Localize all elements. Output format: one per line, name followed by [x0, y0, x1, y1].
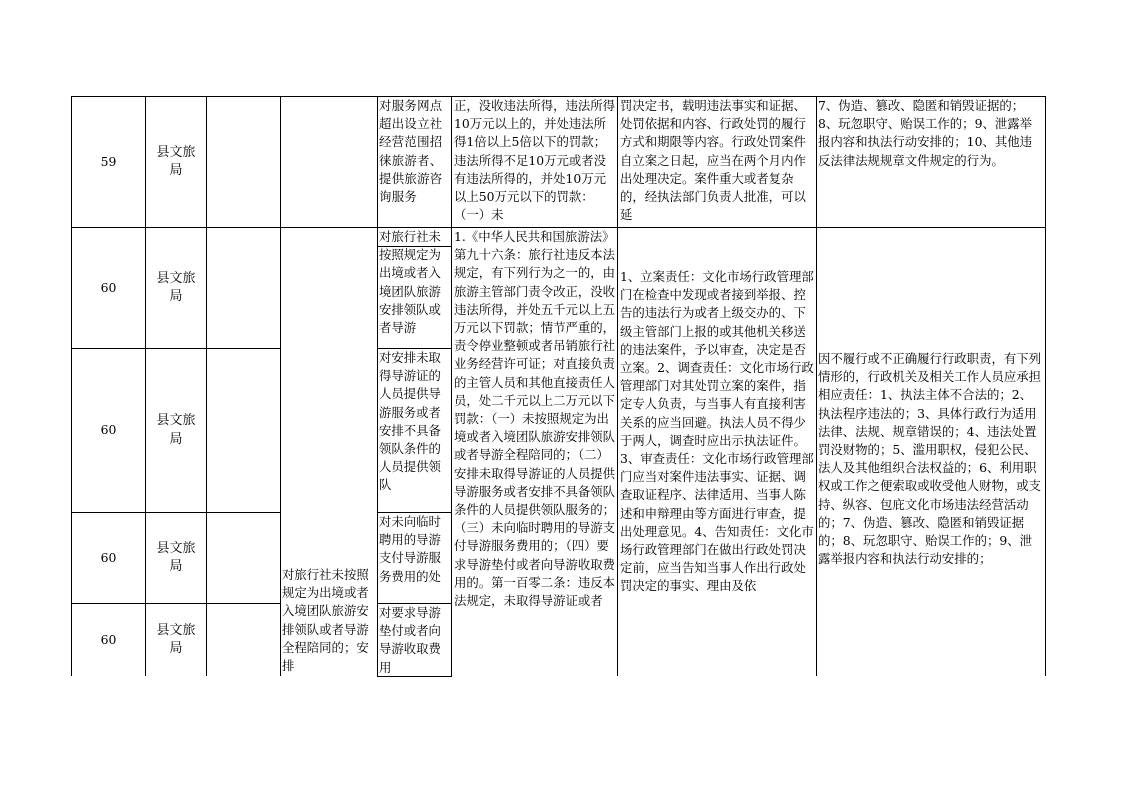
duty-content: 罚决定书，载明违法事实和证据、处罚依据和内容、行政处罚的履行方式和期限等内容。行政处罚案件自立案之日起，应当在两个月内作出处理决定。案件重大或者复杂的，经执法部门负责人批准，可以延: [620, 98, 806, 223]
item-name: 对未向临时聘用的导游支付导游服务费用的处: [379, 514, 441, 584]
department: 县文旅局: [156, 413, 196, 447]
item-name: 对要求导游垫付或者向导游收取费用: [379, 605, 441, 675]
item-name: 对服务网点超出设立社经营范围招徕旅游者、提供旅游咨询服务: [379, 98, 443, 205]
department: 县文旅局: [156, 270, 196, 304]
department: 县文旅局: [156, 144, 196, 178]
legal-basis: 1.《中华人民共和国旅游法》第九十六条：旅行社违反本法规定，有下列行为之一的，由旅游主管部门责令改正，没收违法所得，并处五千元以上五万元以下罚款；情节严重的，责令停业整顿或者吊销旅行社业务经营许可证；对直接负责的主管人员和其他直接责任人员，处二千元以上二万元以下罚款：（一）未按照规定为出境或者入境团队旅游安排领队或者导游全程陪同的；（二）安排未取得导游证的人员提供导游服务或者安排不具备领队条件的人员提供领队服务的；（三）未向临时聘用的导游支付导游服务费用的；（四）要求导游垫付或者向导游收取费用的。第一百零二条：违反本法规定，未取得导游证或者: [454, 229, 616, 609]
group-item-name: 对旅行社未按照规定为出境或者入境团队旅游安排领队或者导游全程陪同的；安排: [282, 567, 369, 674]
legal-basis: 正，没收违法所得，违法所得10万元以上的，并处违法所得1倍以上5倍以下的罚款；违法所得不足10万元或者没有违法所得的，并处10万元以上50万元以下的罚款：（一）未: [454, 98, 616, 223]
department: 县文旅局: [156, 622, 196, 656]
accountability: 7、伪造、篡改、隐匿和销毁证据的；8、玩忽职守、贻误工作的；9、泄露举报内容和执法行动安排的；10、其他违反法律法规规章文件规定的行为。: [818, 98, 1033, 168]
item-name: 对旅行社未按照规定为出境或者入境团队旅游安排领队或者导游: [379, 229, 441, 336]
item-name: 对安排未取得导游证的人员提供导游服务或者安排不具备领队条件的人员提供领队: [379, 350, 441, 493]
row-number: 59: [100, 153, 117, 169]
grid-line: [145, 96, 146, 676]
grid-line: [816, 96, 817, 676]
grid-line: [280, 96, 281, 676]
grid-line: [206, 96, 207, 676]
grid-line: [1045, 96, 1046, 676]
row-number: 60: [100, 631, 117, 647]
row-number: 60: [100, 549, 117, 565]
row-number: 60: [100, 422, 117, 438]
duty-content: 1、立案责任：文化市场行政管理部门在检查中发现或者接到举报、控告的违法行为或者上级交办的、下级主管部门上报的或其他机关移送的违法案件，予以审查，决定是否立案。2、调查责任：文化市场行政管理部门对其处罚立案的案件，指定专人负责，与当事人有直接利害关系的应当回避。执法人员不得少于两人，调查时应出示执法证件。3、审查责任：文化市场行政管理部门应当对案件违法事实、证据、调查取证程序、法律适用、当事人陈述和申辩理由等方面进行审查，提出处理意见。4、告知责任：文化市场行政管理部门在做出行政处罚决定前，应当告知当事人作出行政处罚决定的事实、理由及依: [620, 269, 814, 594]
department: 县文旅局: [156, 540, 196, 574]
accountability: 因不履行或不正确履行行政职责，有下列情形的，行政机关及相关工作人员应承担相应责任：1、执法主体不合法的；2、执法程序违法的；3、具体行政行为适用法律、法规、规章错误的；4、违法处置罚没财物的；5、滥用职权，侵犯公民、法人及其他组织合法权益的；6、利用职权或工作之便索取或收受他人财物，或支持、纵容、包庇文化市场违法经营活动的；7、伪造、篡改、隐匿和销毁证据的；8、玩忽职守、贻误工作的；9、泄露举报内容和执法行动安排的；: [818, 351, 1042, 567]
grid-line: [617, 96, 618, 676]
row-number: 60: [100, 279, 117, 295]
